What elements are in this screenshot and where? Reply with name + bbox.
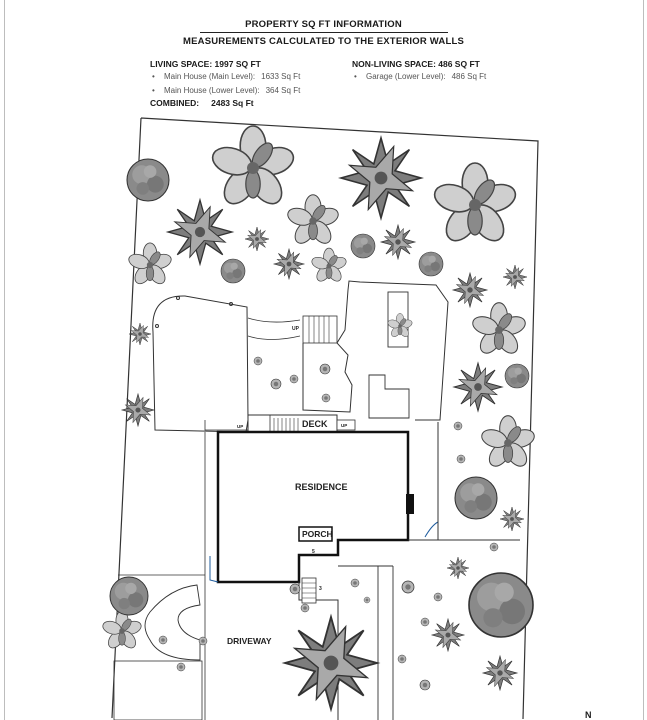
tree-spiky-14 [446, 556, 470, 580]
tree-spiky-12 [502, 264, 529, 291]
living-item-value: 1633 Sq Ft [261, 72, 301, 81]
tree-leafy-2 [431, 163, 519, 247]
living-space-heading: LIVING SPACE: 1997 SQ FT [150, 59, 261, 69]
tree-leafy-6 [470, 303, 527, 357]
stair-count: 5 [312, 549, 315, 555]
patio-post [156, 325, 159, 328]
living-item-label: Main House (Main Level): [164, 72, 256, 81]
tree-leafy-3 [286, 195, 341, 247]
living-item-label: Main House (Lower Level): [164, 86, 260, 95]
entry-stairs [302, 578, 316, 603]
tree-spiky-8 [499, 506, 526, 533]
tree-spiky-1 [165, 197, 236, 268]
tree-leafy-4 [127, 243, 173, 287]
driveway-label: DRIVEWAY [227, 636, 272, 646]
residence-label: RESIDENCE [295, 482, 348, 492]
bush-6 [351, 234, 375, 258]
non-living-item-value: 486 Sq Ft [451, 72, 487, 81]
tree-spiky-11 [272, 247, 305, 280]
page-title: PROPERTY SQ FT INFORMATION [245, 19, 402, 30]
tree-spiky-3 [451, 360, 504, 413]
bush-1 [127, 159, 169, 201]
living-item-lower-level: • Main House (Lower Level): 364 Sq Ft [152, 86, 301, 95]
upper-patio [153, 296, 248, 432]
bush-4 [110, 577, 148, 615]
tree-spiky-15 [481, 654, 519, 692]
tree-spiky-10 [379, 223, 417, 261]
tree-leafy-9 [387, 313, 413, 338]
tree-spiky-6 [451, 271, 489, 309]
patio-post [177, 297, 180, 300]
up-label: UP [341, 423, 348, 428]
tree-spiky-7 [430, 617, 465, 652]
non-living-item-label: Garage (Lower Level): [366, 72, 446, 81]
bush-5 [221, 259, 245, 283]
combined-value: 2483 Sq Ft [211, 98, 254, 108]
page-subtitle: MEASUREMENTS CALCULATED TO THE EXTERIOR WALLS [183, 36, 464, 47]
porch-label: PORCH [302, 529, 333, 539]
non-living-item-garage: • Garage (Lower Level): 486 Sq Ft [354, 72, 487, 81]
bush-3 [455, 477, 497, 519]
front-garden-bed [145, 585, 200, 660]
tree-leafy-8 [101, 611, 143, 651]
stair-count: 3 [319, 586, 322, 592]
bush-8 [505, 364, 529, 388]
living-item-value: 364 Sq Ft [265, 86, 301, 95]
living-item-main-level: • Main House (Main Level): 1633 Sq Ft [152, 72, 301, 81]
walkway-edge [378, 566, 393, 720]
tree-spiky-9 [244, 226, 271, 253]
tree-leafy-5 [310, 248, 347, 283]
garden-steps [303, 316, 337, 343]
tree-leafy-7 [479, 416, 536, 470]
door-swing [425, 522, 438, 537]
tree-leafy-1 [209, 126, 297, 210]
outbuilding [369, 375, 409, 418]
combined-label: COMBINED: [150, 98, 200, 108]
bush-7 [419, 252, 443, 276]
front-planter [114, 661, 202, 720]
bush-2 [469, 573, 533, 637]
up-label: UP [292, 326, 299, 332]
north-arrow: N [585, 710, 592, 720]
up-label: UP [237, 424, 244, 429]
tree-spiky-4 [280, 612, 382, 714]
tree-spiky-5 [120, 392, 155, 427]
residence-footprint [218, 432, 414, 582]
deck-label: DECK [302, 419, 328, 429]
non-living-space-heading: NON-LIVING SPACE: 486 SQ FT [352, 59, 480, 69]
tree-spiky-2 [337, 134, 426, 223]
